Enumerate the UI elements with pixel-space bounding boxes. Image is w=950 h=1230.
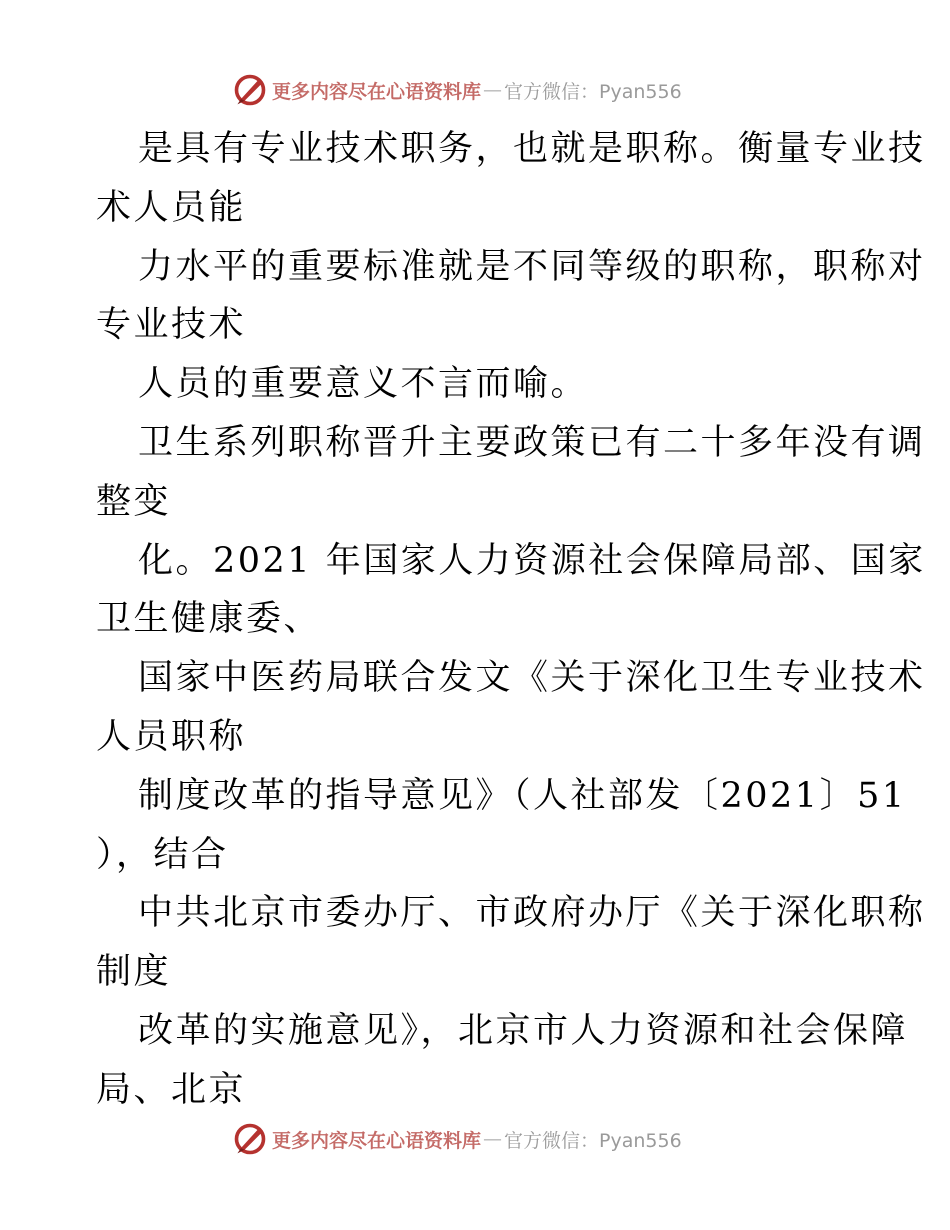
text-line: 人员的重要意义不言而喻。 — [138, 364, 589, 405]
pen-logo-icon — [232, 1121, 268, 1157]
pen-logo-icon — [232, 72, 268, 108]
text-line: ），结合 — [96, 834, 229, 875]
text-line: 局、北京 — [96, 1069, 247, 1110]
watermark-separator: — — [483, 1128, 503, 1150]
document-body — [96, 120, 926, 1120]
footer-watermark — [232, 1119, 682, 1159]
watermark-official-text: 官方微信：Pyan556 — [504, 1129, 682, 1152]
text-line: 术人员能 — [96, 187, 247, 228]
text-line: 卫生健康委、 — [96, 599, 322, 640]
text-line: 化。2021 年国家人力资源社会保障局部、国家 — [138, 540, 926, 581]
text-line: 改革的实施意见》，北京市人力资源和社会保障 — [138, 1010, 909, 1051]
text-line: 制度改革的指导意见》（人社部发〔2021〕51 — [138, 775, 907, 816]
watermark-official-text: 官方微信：Pyan556 — [504, 80, 682, 103]
watermark-separator: — — [483, 79, 503, 101]
text-line: 卫生系列职称晋升主要政策已有二十多年没有调 — [138, 422, 926, 463]
text-line: 制度 — [96, 952, 172, 993]
text-line: 是具有专业技术职务，也就是职称。衡量专业技 — [138, 129, 926, 169]
text-line: 专业技术 — [96, 305, 247, 346]
watermark-site-text: 更多内容尽在心语资料库 — [272, 80, 482, 103]
text-line: 人员职称 — [96, 716, 247, 757]
header-watermark — [232, 70, 682, 110]
text-line: 国家中医药局联合发文《关于深化卫生专业技术 — [138, 658, 926, 699]
text-line: 中共北京市委办厅、市政府办厅《关于深化职称 — [138, 893, 926, 934]
text-line: 力水平的重要标准就是不同等级的职称，职称对 — [138, 246, 926, 287]
watermark-site-text: 更多内容尽在心语资料库 — [272, 1129, 482, 1152]
text-line: 整变 — [96, 481, 172, 522]
